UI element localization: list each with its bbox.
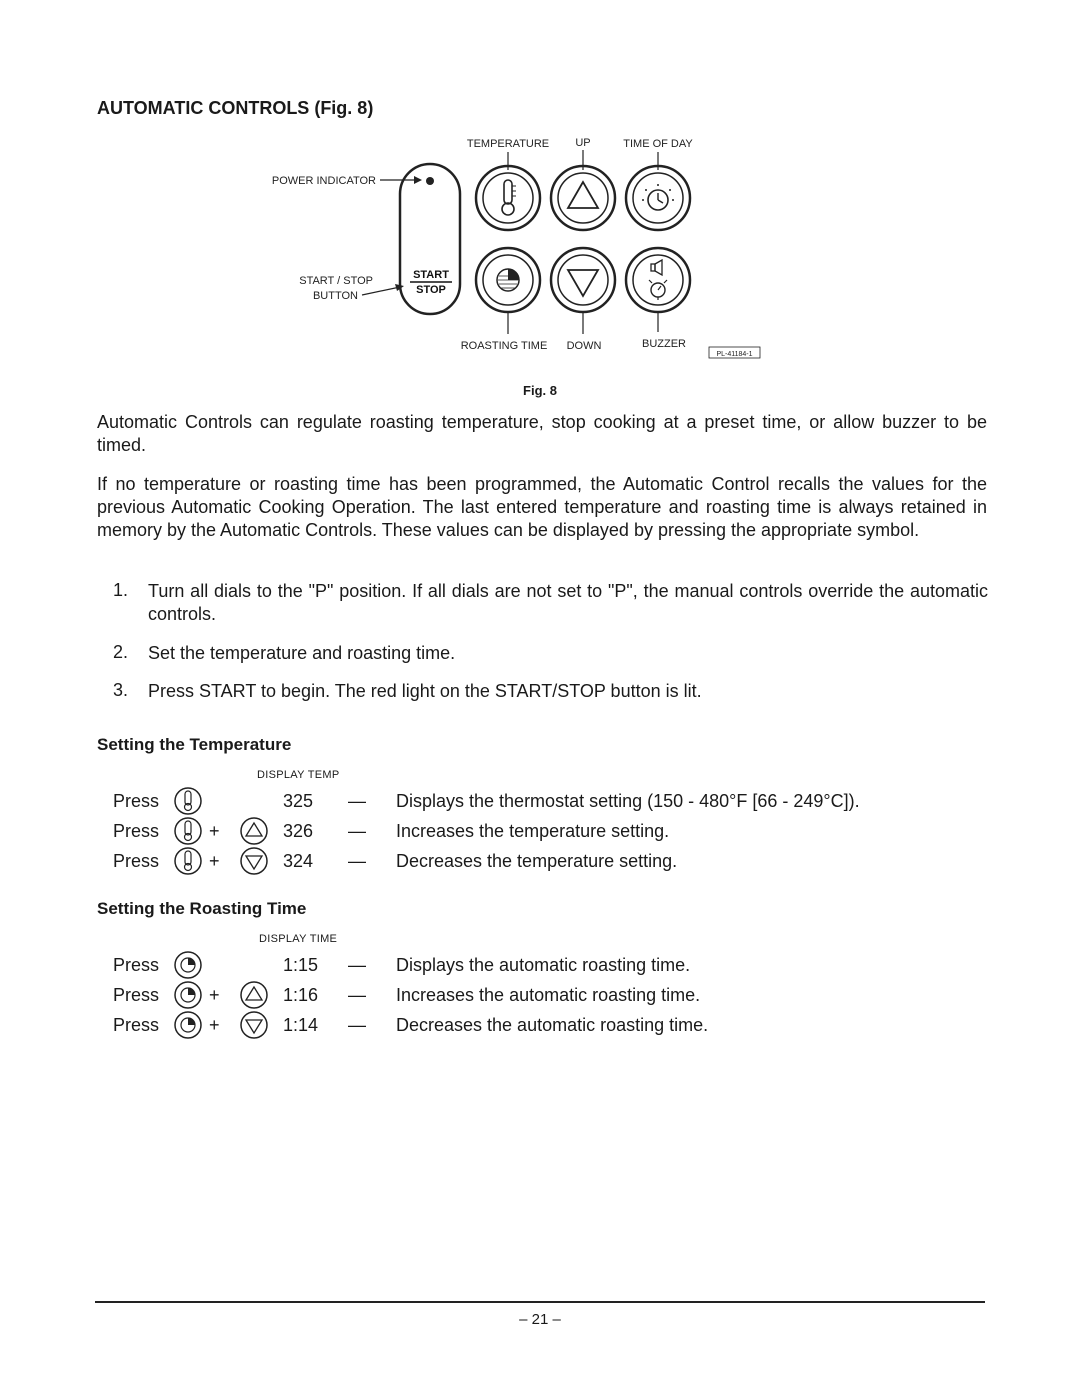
footer-rule (95, 1301, 985, 1303)
roasting-row (113, 983, 1013, 1011)
dash: — (348, 791, 366, 811)
step-text: Turn all dials to the "P" position. If all dials are not set to "P", the manual controls override the automatic controls. (148, 581, 988, 624)
thermometer-icon (173, 846, 203, 876)
label-power-indicator: POWER INDICATOR (271, 175, 376, 187)
press-label: Press (113, 985, 160, 1005)
press-label: Press (113, 821, 160, 841)
figure-caption: Fig. 8 (523, 383, 557, 398)
display-value: 326 (283, 821, 314, 841)
start-text: START (413, 269, 449, 281)
label-start-stop: START / STOP (299, 275, 373, 287)
up-arrow-icon (568, 182, 598, 208)
clock-icon (642, 184, 674, 210)
step-number: 2. (113, 642, 129, 662)
down-arrow-icon (239, 846, 269, 876)
display-value: 1:16 (283, 985, 319, 1005)
temperature-button[interactable] (476, 166, 540, 230)
dash: — (348, 955, 366, 975)
step-number: 1. (113, 580, 129, 600)
start-stop-button[interactable] (404, 268, 454, 296)
row-description: Displays the automatic roasting time. (396, 955, 691, 975)
control-panel-figure (250, 130, 770, 370)
up-arrow-icon (239, 980, 269, 1010)
temperature-row (113, 789, 1013, 817)
page-number: – 21 – (519, 1311, 561, 1328)
stop-text: STOP (416, 284, 446, 296)
press-label: Press (113, 791, 160, 811)
power-indicator-light (426, 177, 434, 185)
up-arrow-icon (239, 816, 269, 846)
plus-sign: + (209, 985, 220, 1005)
label-buzzer: BUZZER (642, 338, 686, 350)
label-temperature: TEMPERATURE (466, 138, 550, 150)
step-number: 3. (113, 680, 129, 700)
display-value: 1:14 (283, 1015, 319, 1035)
step-text: Set the temperature and roasting time. (148, 643, 456, 663)
row-description: Displays the thermostat setting (150 - 480°F [66 - 249°C]). (396, 791, 860, 811)
row-description: Decreases the temperature setting. (396, 851, 678, 871)
time-of-day-button[interactable] (626, 166, 690, 230)
plus-sign: + (209, 851, 220, 871)
label-time-of-day: TIME OF DAY (623, 138, 693, 150)
thermometer-icon (173, 786, 203, 816)
display-time-header: DISPLAY TIME (259, 933, 338, 945)
label-down: DOWN (566, 340, 602, 352)
page-heading: AUTOMATIC CONTROLS (Fig. 8) (97, 98, 374, 118)
down-arrow-icon (239, 1010, 269, 1040)
display-value: 1:15 (283, 955, 319, 975)
row-description: Decreases the automatic roasting time. (396, 1015, 709, 1035)
roasting-row (113, 953, 1013, 981)
roasting-time-icon (173, 950, 203, 980)
roasting-time-icon (497, 269, 519, 291)
roasting-time-icon (173, 1010, 203, 1040)
down-arrow-icon (568, 270, 598, 296)
row-description: Increases the automatic roasting time. (396, 985, 701, 1005)
press-label: Press (113, 955, 160, 975)
temperature-row (113, 819, 1013, 847)
paragraph-intro: Automatic Controls can regulate roasting temperature, stop cooking at a preset time, or allow buzzer to be timed. (97, 412, 987, 455)
display-value: 325 (283, 791, 314, 811)
steps-list (0, 580, 1080, 710)
thermometer-icon (502, 180, 516, 215)
dash: — (348, 821, 366, 841)
roasting-section-title: Setting the Roasting Time (97, 899, 307, 918)
display-temp-header: DISPLAY TEMP (257, 769, 340, 781)
down-button[interactable] (551, 248, 615, 312)
part-number: PL-41184-1 (716, 351, 753, 358)
speaker-icon (651, 260, 662, 275)
plus-sign: + (209, 821, 220, 841)
roasting-row (113, 1013, 1013, 1041)
display-value: 324 (283, 851, 314, 871)
label-roasting-time: ROASTING TIME (460, 340, 548, 352)
label-up: UP (575, 137, 591, 149)
paragraph-memory: If no temperature or roasting time has been programmed, the Automatic Control recalls the values for the previous Automatic Cooking Operation. The last entered temperature and roasting time is always retained in memory by the Automatic Controls. These values can be displayed by pressing the appropriate symbol. (97, 474, 987, 540)
press-label: Press (113, 1015, 160, 1035)
timer-clock-icon (649, 280, 667, 300)
roasting-time-icon (173, 980, 203, 1010)
dash: — (348, 1015, 366, 1035)
roasting-time-button[interactable] (476, 248, 540, 312)
label-start-stop-button: BUTTON (312, 290, 358, 302)
dash: — (348, 985, 366, 1005)
up-button[interactable] (551, 166, 615, 230)
buzzer-button[interactable] (626, 248, 690, 312)
press-label: Press (113, 851, 160, 871)
temperature-row (113, 849, 1013, 877)
temperature-section-title: Setting the Temperature (97, 735, 292, 754)
plus-sign: + (209, 1015, 220, 1035)
dash: — (348, 851, 366, 871)
row-description: Increases the temperature setting. (396, 821, 670, 841)
step-text: Press START to begin. The red light on the START/STOP button is lit. (148, 681, 702, 701)
thermometer-icon (173, 816, 203, 846)
